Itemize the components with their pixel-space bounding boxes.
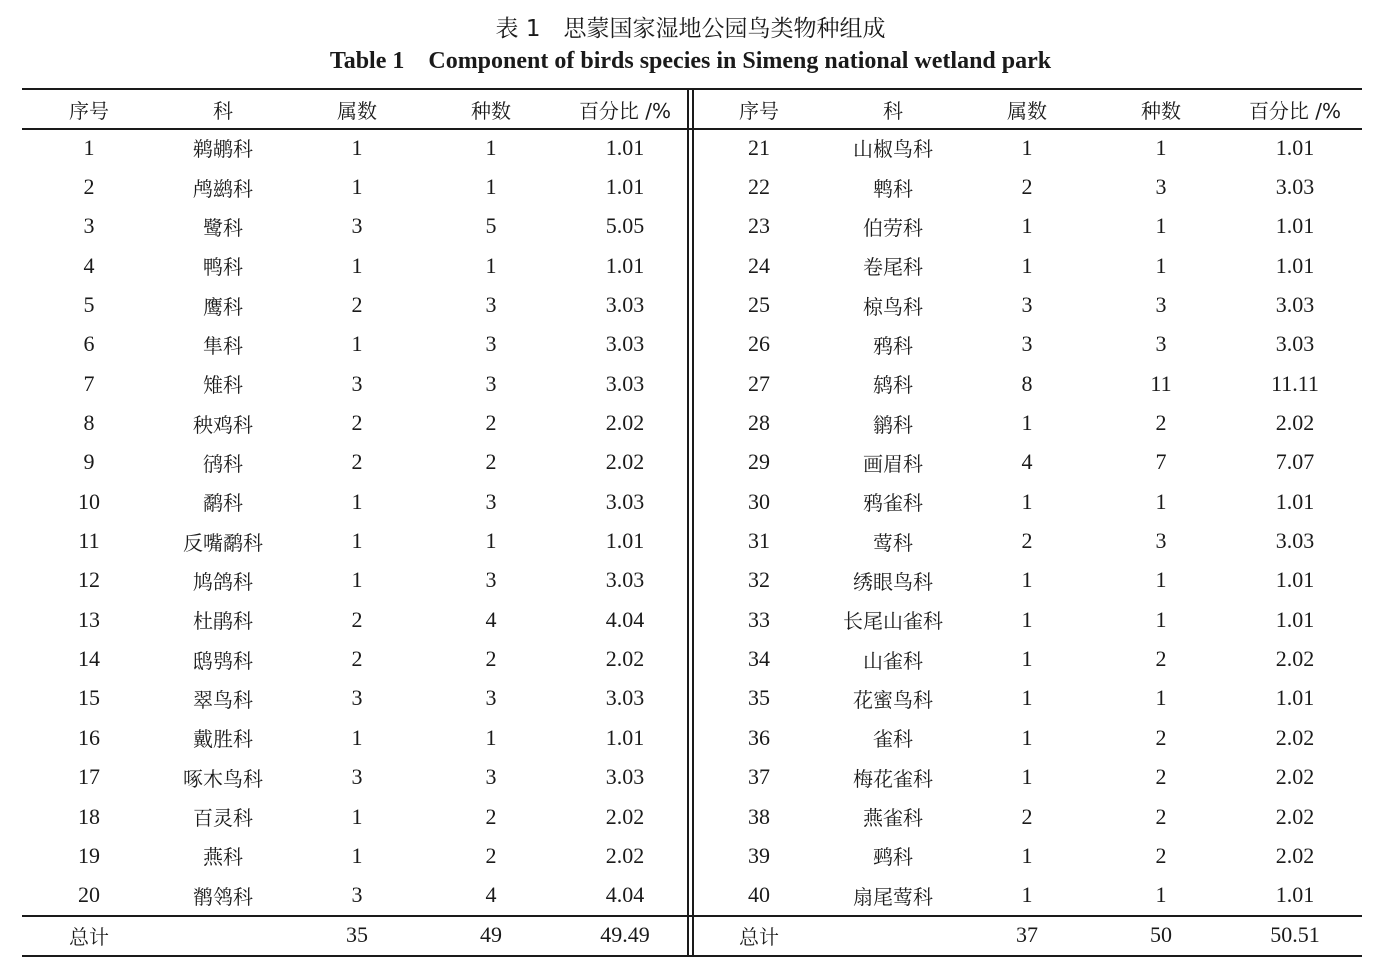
- table-cell: 17: [78, 764, 100, 790]
- header-cell: 科: [883, 98, 903, 123]
- table-cell: 1: [1021, 685, 1033, 711]
- table-cell: 15: [78, 685, 100, 711]
- table-cell: 1.01: [1275, 488, 1315, 514]
- table-cell: 4: [485, 882, 497, 908]
- family-cell: 啄木鸟科: [183, 766, 263, 791]
- table-row: [22, 718, 1362, 757]
- table-row: [22, 325, 1362, 364]
- table-caption-en: Table 1 Component of birds species in Simeng national wetland park: [329, 48, 1052, 74]
- table-cell: 2: [1155, 410, 1167, 436]
- table-cell: 2.02: [1275, 646, 1315, 672]
- table-cell: 9: [83, 449, 95, 475]
- header-cell: 百分比 /%: [1248, 98, 1342, 123]
- table-cell: 2.02: [1275, 724, 1315, 750]
- table-body: [22, 128, 1362, 915]
- table-cell: 3.03: [1275, 331, 1315, 357]
- table-cell: 28: [748, 410, 770, 436]
- table-cell: 3: [485, 331, 497, 357]
- family-cell: 鸠鸽科: [193, 569, 253, 594]
- table-cell: 3: [1155, 331, 1167, 357]
- table-cell: 2: [351, 646, 363, 672]
- table-cell: 1: [1021, 764, 1033, 790]
- family-cell: 鸦雀科: [863, 491, 923, 516]
- table-cell: 4: [1021, 449, 1033, 475]
- table-cell: 33: [748, 606, 770, 632]
- table-cell: 22: [748, 174, 770, 200]
- table-cell: 25: [748, 292, 770, 318]
- family-cell: 鸦科: [873, 333, 913, 358]
- table-cell: 1: [485, 528, 497, 554]
- family-cell: 鹰科: [203, 294, 243, 319]
- table-cell: 1: [1155, 134, 1167, 160]
- table-row: [22, 679, 1362, 718]
- table-row: [22, 364, 1362, 403]
- table-cell: 2.02: [605, 842, 645, 868]
- family-cell: 鸻科: [203, 451, 243, 476]
- total-cell: 49: [480, 922, 502, 948]
- header-cell: 百分比 /%: [578, 98, 672, 123]
- table-cell: 6: [83, 331, 95, 357]
- table-cell: 2: [1021, 803, 1033, 829]
- table-cell: 2: [1021, 528, 1033, 554]
- table-cell: 1: [1021, 488, 1033, 514]
- table-cell: 1: [1021, 882, 1033, 908]
- family-cell: 燕科: [203, 845, 243, 870]
- table-cell: 7: [83, 370, 95, 396]
- table-cell: 1: [1021, 842, 1033, 868]
- table-cell: 3.03: [1275, 292, 1315, 318]
- table-cell: 11: [1150, 370, 1172, 396]
- table-cell: 1.01: [1275, 685, 1315, 711]
- header-cell: 科: [213, 98, 233, 123]
- table-cell: 2: [485, 410, 497, 436]
- table-cell: 3: [485, 764, 497, 790]
- table-cell: 3.03: [605, 764, 645, 790]
- table-cell: 2.02: [1275, 842, 1315, 868]
- table-cell: 2: [485, 842, 497, 868]
- table-cell: 40: [748, 882, 770, 908]
- table-cell: 1: [1021, 567, 1033, 593]
- table-cell: 1: [1021, 606, 1033, 632]
- total-cell: 37: [1016, 922, 1038, 948]
- table-cell: 3.03: [605, 292, 645, 318]
- table-row: [22, 207, 1362, 246]
- table-cell: 7.07: [1275, 449, 1315, 475]
- table-cell: 1: [485, 724, 497, 750]
- table-cell: 39: [748, 842, 770, 868]
- table-cell: 1: [351, 842, 363, 868]
- family-cell: 鹭科: [203, 215, 243, 240]
- family-cell: 卷尾科: [863, 255, 923, 280]
- table-cell: 1.01: [1275, 213, 1315, 239]
- table-cell: 19: [78, 842, 100, 868]
- family-cell: 鹀科: [873, 845, 913, 870]
- table-cell: 3: [351, 882, 363, 908]
- total-cell: 50: [1150, 922, 1172, 948]
- table-cell: 5.05: [605, 213, 645, 239]
- table-row: [22, 521, 1362, 560]
- table-cell: 8: [1021, 370, 1033, 396]
- family-cell: 椋鸟科: [863, 294, 923, 319]
- table-cell: 1: [351, 724, 363, 750]
- family-cell: 戴胜科: [193, 727, 253, 752]
- family-cell: 秧鸡科: [193, 412, 253, 437]
- family-cell: 反嘴鹬科: [183, 530, 263, 555]
- table-cell: 2: [351, 449, 363, 475]
- table-cell: 1: [1155, 488, 1167, 514]
- table-cell: 1: [351, 174, 363, 200]
- table-cell: 1: [485, 174, 497, 200]
- family-cell: 鸭科: [203, 255, 243, 280]
- family-cell: 鹟科: [873, 412, 913, 437]
- table-cell: 1: [485, 134, 497, 160]
- table-cell: 38: [748, 803, 770, 829]
- table-cell: 16: [78, 724, 100, 750]
- table-cell: 3: [1155, 174, 1167, 200]
- table-cell: 3.03: [1275, 528, 1315, 554]
- table-cell: 2: [1155, 803, 1167, 829]
- table-cell: 3: [485, 685, 497, 711]
- table-cell: 1: [485, 252, 497, 278]
- table-cell: 2.02: [605, 646, 645, 672]
- family-cell: 鹡鸰科: [193, 884, 253, 909]
- family-cell: 绣眼鸟科: [853, 569, 933, 594]
- header-row: [22, 90, 1362, 128]
- table-cell: 11: [78, 528, 100, 554]
- table-cell: 5: [485, 213, 497, 239]
- family-cell: 莺科: [873, 530, 913, 555]
- family-cell: 鸱鸮科: [193, 648, 253, 673]
- table-cell: 1.01: [1275, 567, 1315, 593]
- table-cell: 35: [748, 685, 770, 711]
- family-cell: 燕雀科: [863, 806, 923, 831]
- header-cell: 序号: [69, 98, 109, 123]
- table-cell: 4.04: [605, 606, 645, 632]
- table-cell: 2: [351, 410, 363, 436]
- table-row: [22, 639, 1362, 678]
- table-cell: 1: [351, 528, 363, 554]
- table-cell: 2.02: [1275, 410, 1315, 436]
- table-cell: 3.03: [605, 488, 645, 514]
- table-cell: 1: [1155, 567, 1167, 593]
- family-cell: 花蜜鸟科: [853, 687, 933, 712]
- table-cell: 3: [83, 213, 95, 239]
- table-cell: 1: [1021, 724, 1033, 750]
- table-cell: 3: [1021, 292, 1033, 318]
- table-cell: 2.02: [605, 449, 645, 475]
- table-cell: 7: [1155, 449, 1167, 475]
- table-cell: 8: [83, 410, 95, 436]
- table-cell: 34: [748, 646, 770, 672]
- family-cell: 伯劳科: [863, 215, 923, 240]
- table-cell: 3: [351, 213, 363, 239]
- family-cell: 长尾山雀科: [843, 609, 943, 634]
- header-cell: 种数: [1141, 98, 1181, 123]
- table-cell: 3.03: [605, 567, 645, 593]
- family-cell: 鹬科: [203, 491, 243, 516]
- table-row: [22, 246, 1362, 285]
- table-row: [22, 561, 1362, 600]
- table-cell: 32: [748, 567, 770, 593]
- table-cell: 1: [351, 488, 363, 514]
- table-cell: 1: [1021, 213, 1033, 239]
- header-cell: 属数: [337, 98, 377, 123]
- table-cell: 2: [351, 606, 363, 632]
- table-cell: 26: [748, 331, 770, 357]
- table-cell: 1: [1155, 213, 1167, 239]
- table-cell: 3: [485, 567, 497, 593]
- family-cell: 鹎科: [873, 176, 913, 201]
- table-cell: 1.01: [605, 724, 645, 750]
- table-cell: 2: [83, 174, 95, 200]
- table-row: [22, 403, 1362, 442]
- table-cell: 2: [1155, 842, 1167, 868]
- table-row: [22, 167, 1362, 206]
- table-cell: 2: [1155, 724, 1167, 750]
- family-cell: 百灵科: [193, 806, 253, 831]
- table-cell: 18: [78, 803, 100, 829]
- table-cell: 3: [351, 370, 363, 396]
- table-row: [22, 443, 1362, 482]
- table-row: [22, 876, 1362, 915]
- family-cell: 翠鸟科: [193, 687, 253, 712]
- table-cell: 1.01: [1275, 606, 1315, 632]
- header-cell: 属数: [1007, 98, 1047, 123]
- table-cell: 3: [485, 370, 497, 396]
- total-cell: 49.49: [600, 922, 650, 948]
- table-cell: 1: [1021, 646, 1033, 672]
- table-row: [22, 128, 1362, 167]
- table-cell: 31: [748, 528, 770, 554]
- table-cell: 2: [485, 803, 497, 829]
- table-cell: 2: [1155, 646, 1167, 672]
- table-cell: 36: [748, 724, 770, 750]
- table-cell: 2.02: [605, 410, 645, 436]
- table-cell: 1.01: [605, 134, 645, 160]
- table-cell: 3: [351, 764, 363, 790]
- table-row: [22, 836, 1362, 875]
- table-cell: 3: [485, 488, 497, 514]
- table-cell: 24: [748, 252, 770, 278]
- table-cell: 1: [351, 803, 363, 829]
- family-cell: 雉科: [203, 373, 243, 398]
- table-cell: 1: [1021, 410, 1033, 436]
- table-row: [22, 285, 1362, 324]
- family-cell: 杜鹃科: [193, 609, 253, 634]
- table-cell: 27: [748, 370, 770, 396]
- table-cell: 21: [748, 134, 770, 160]
- table-cell: 2: [485, 449, 497, 475]
- table-cell: 14: [78, 646, 100, 672]
- table-cell: 1: [351, 567, 363, 593]
- table-cell: 1: [1155, 685, 1167, 711]
- table-cell: 1.01: [1275, 882, 1315, 908]
- table-cell: 3: [485, 292, 497, 318]
- table-cell: 30: [748, 488, 770, 514]
- header-cell: 种数: [471, 98, 511, 123]
- table-cell: 1: [351, 134, 363, 160]
- table-row: [22, 797, 1362, 836]
- table-cell: 4: [485, 606, 497, 632]
- table-cell: 1: [1021, 134, 1033, 160]
- table-cell: 1: [83, 134, 95, 160]
- bird-species-table: [22, 90, 1362, 954]
- table-cell: 4.04: [605, 882, 645, 908]
- total-label: 总计: [69, 924, 109, 949]
- table-caption-cn: 表 1 思蒙国家湿地公园鸟类物种组成: [495, 16, 886, 42]
- header-cell: 序号: [739, 98, 779, 123]
- table-cell: 3: [351, 685, 363, 711]
- family-cell: 山椒鸟科: [853, 137, 933, 162]
- family-cell: 扇尾莺科: [853, 884, 933, 909]
- total-cell: 50.51: [1270, 922, 1320, 948]
- table-cell: 3.03: [1275, 174, 1315, 200]
- table-cell: 23: [748, 213, 770, 239]
- table-cell: 1: [1155, 252, 1167, 278]
- family-cell: 鸬鹚科: [193, 176, 253, 201]
- table-cell: 5: [83, 292, 95, 318]
- table-cell: 1: [351, 252, 363, 278]
- table-cell: 1: [1155, 882, 1167, 908]
- table-cell: 3.03: [605, 331, 645, 357]
- family-cell: 画眉科: [863, 451, 923, 476]
- table-cell: 3.03: [605, 685, 645, 711]
- table-row: [22, 758, 1362, 797]
- table-cell: 1: [351, 331, 363, 357]
- table-cell: 1: [1021, 252, 1033, 278]
- table-cell: 2.02: [1275, 803, 1315, 829]
- table-cell: 3.03: [605, 370, 645, 396]
- table-cell: 11.11: [1271, 370, 1319, 396]
- total-cell: 35: [346, 922, 368, 948]
- table-cell: 12: [78, 567, 100, 593]
- table-cell: 1.01: [1275, 134, 1315, 160]
- table-cell: 1: [1155, 606, 1167, 632]
- table-cell: 1.01: [605, 528, 645, 554]
- table-cell: 37: [748, 764, 770, 790]
- family-cell: 梅花雀科: [853, 766, 933, 791]
- table-cell: 4: [83, 252, 95, 278]
- total-label: 总计: [739, 924, 779, 949]
- table-row: [22, 482, 1362, 521]
- table-cell: 3: [1155, 292, 1167, 318]
- family-cell: 鹈鹕科: [193, 137, 253, 162]
- table-cell: 13: [78, 606, 100, 632]
- table-row: [22, 600, 1362, 639]
- table-cell: 3: [1155, 528, 1167, 554]
- table-cell: 1.01: [605, 252, 645, 278]
- table-cell: 2: [351, 292, 363, 318]
- table-cell: 2: [1155, 764, 1167, 790]
- table-cell: 29: [748, 449, 770, 475]
- table-cell: 10: [78, 488, 100, 514]
- table-cell: 20: [78, 882, 100, 908]
- table-cell: 1.01: [605, 174, 645, 200]
- total-row: [22, 916, 1362, 954]
- family-cell: 山雀科: [863, 648, 923, 673]
- family-cell: 雀科: [873, 727, 913, 752]
- table-cell: 2.02: [1275, 764, 1315, 790]
- table-cell: 2: [485, 646, 497, 672]
- table-cell: 2: [1021, 174, 1033, 200]
- table-cell: 1.01: [1275, 252, 1315, 278]
- family-cell: 鸫科: [873, 373, 913, 398]
- table-cell: 2.02: [605, 803, 645, 829]
- family-cell: 隼科: [203, 333, 243, 358]
- table-cell: 3: [1021, 331, 1033, 357]
